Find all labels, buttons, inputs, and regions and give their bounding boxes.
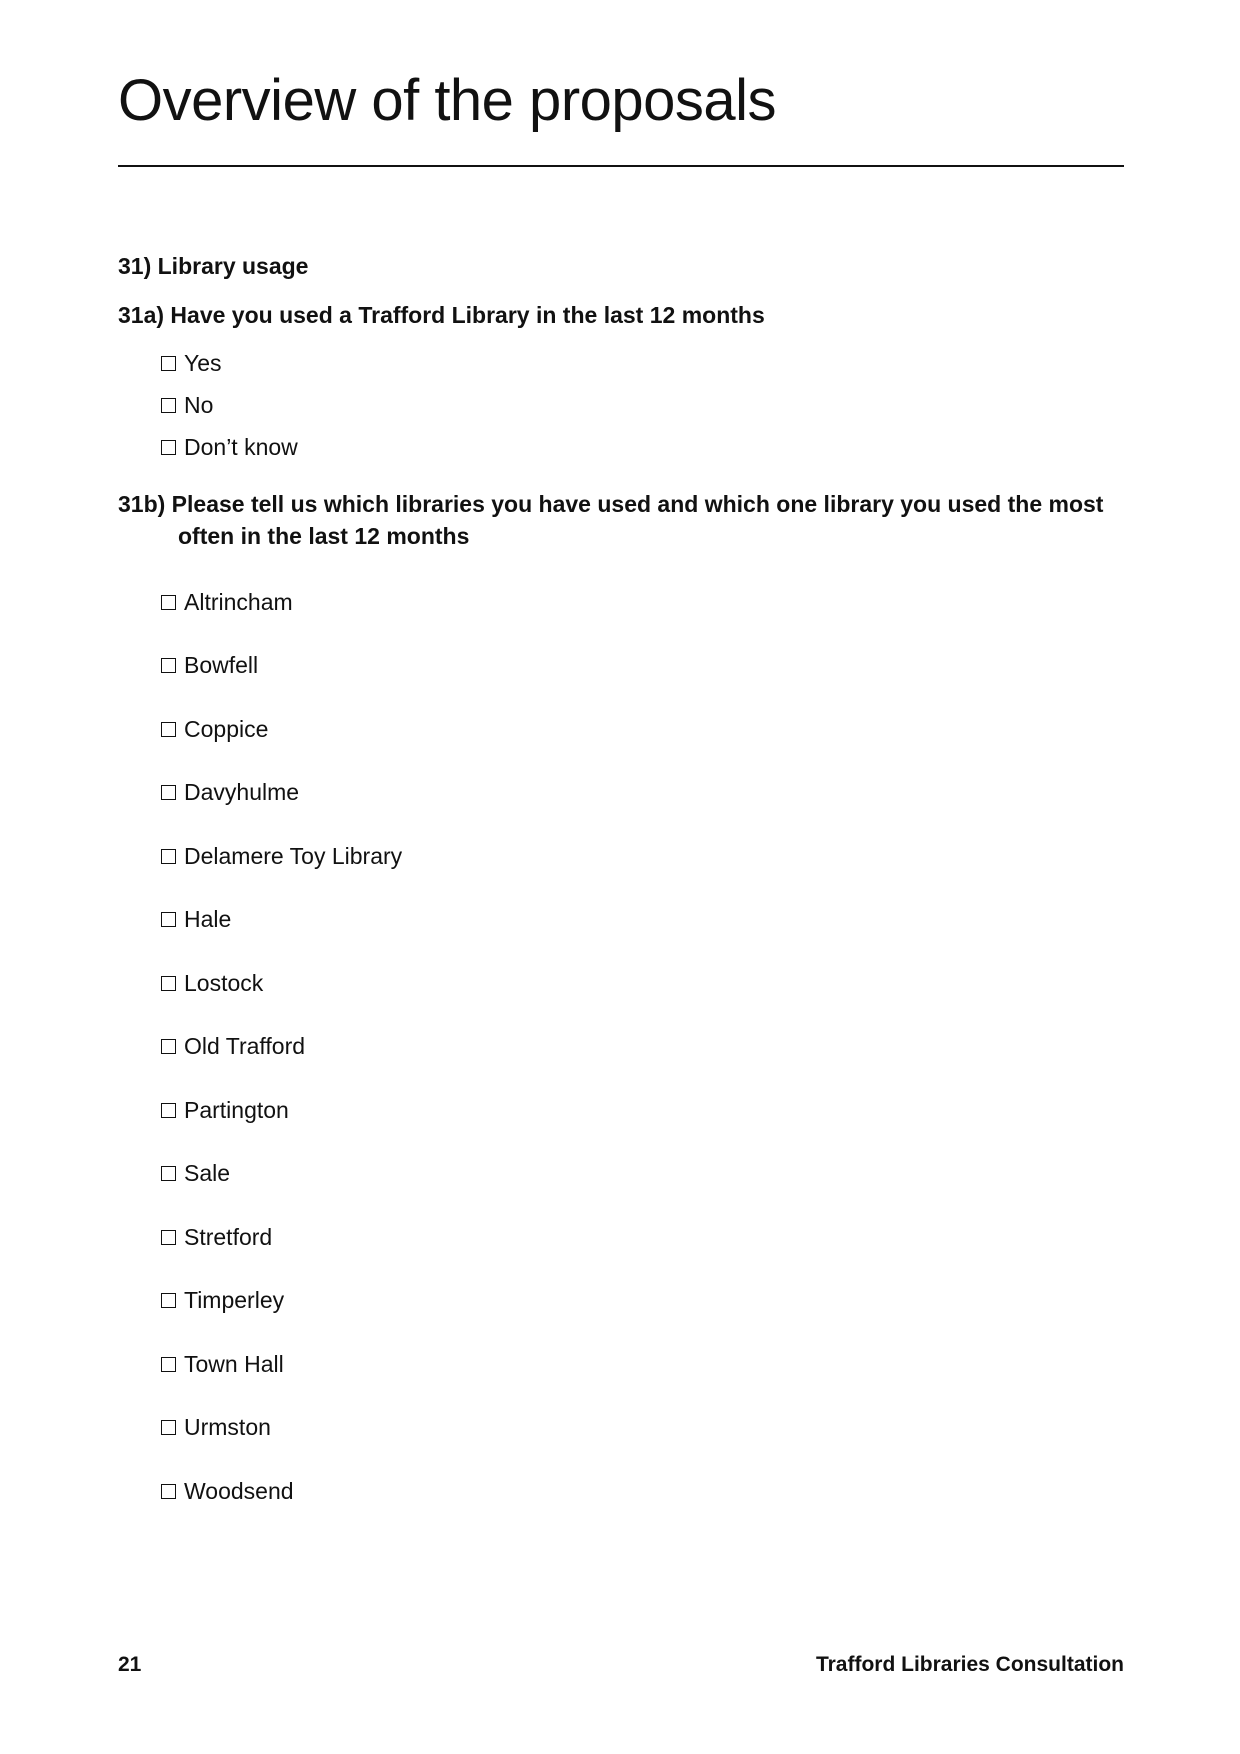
checkbox-icon[interactable] <box>161 1420 176 1435</box>
library-option-hale[interactable] <box>161 905 231 933</box>
option-label: Yes <box>184 350 222 376</box>
question-31b-heading-line1: 31b) Please tell us which libraries you have used and which one library you used the most <box>118 491 1104 517</box>
checkbox-icon[interactable] <box>161 1484 176 1499</box>
library-label: Altrincham <box>184 589 293 615</box>
library-label: Delamere Toy Library <box>184 843 403 869</box>
option-no[interactable] <box>161 391 213 419</box>
checkbox-icon[interactable] <box>161 1357 176 1372</box>
library-option-altrincham[interactable] <box>161 588 293 616</box>
question-31b-heading-line2: often in the last 12 months <box>178 523 470 549</box>
library-label: Timperley <box>184 1287 285 1313</box>
library-option-coppice[interactable] <box>161 715 268 743</box>
library-option-lostock[interactable] <box>161 969 263 997</box>
checkbox-icon[interactable] <box>161 1230 176 1245</box>
checkbox-icon[interactable] <box>161 1039 176 1054</box>
title-divider <box>118 165 1124 167</box>
checkbox-icon[interactable] <box>161 849 176 864</box>
question-31a-heading: 31a) Have you used a Trafford Library in the last 12 months <box>118 302 765 328</box>
library-label: Davyhulme <box>184 779 300 805</box>
library-label: Old Trafford <box>184 1033 306 1059</box>
question-31b-heading <box>118 488 1103 552</box>
library-label: Coppice <box>184 716 269 742</box>
checkbox-icon[interactable] <box>161 356 176 371</box>
library-option-old-trafford[interactable] <box>161 1032 305 1060</box>
library-label: Town Hall <box>184 1351 284 1377</box>
option-dont-know[interactable] <box>161 433 298 461</box>
checkbox-icon[interactable] <box>161 595 176 610</box>
checkbox-icon[interactable] <box>161 912 176 927</box>
option-label: Don’t know <box>184 434 298 460</box>
checkbox-icon[interactable] <box>161 722 176 737</box>
checkbox-icon[interactable] <box>161 1293 176 1308</box>
option-label: No <box>184 392 214 418</box>
library-option-stretford[interactable] <box>161 1223 272 1251</box>
library-option-partington[interactable] <box>161 1096 289 1124</box>
library-option-woodsend[interactable] <box>161 1477 294 1505</box>
checkbox-icon[interactable] <box>161 440 176 455</box>
library-label: Partington <box>184 1097 289 1123</box>
library-label: Hale <box>184 906 232 932</box>
library-label: Stretford <box>184 1224 273 1250</box>
library-label: Lostock <box>184 970 264 996</box>
page-number: 21 <box>118 1653 142 1676</box>
library-option-timperley[interactable] <box>161 1286 284 1314</box>
library-option-davyhulme[interactable] <box>161 778 299 806</box>
library-option-urmston[interactable] <box>161 1413 271 1441</box>
question-31-heading: 31) Library usage <box>118 253 309 279</box>
library-option-town-hall[interactable] <box>161 1350 284 1378</box>
library-label: Sale <box>184 1160 231 1186</box>
library-label: Bowfell <box>184 652 259 678</box>
checkbox-icon[interactable] <box>161 1103 176 1118</box>
library-label: Woodsend <box>184 1478 294 1504</box>
checkbox-icon[interactable] <box>161 1166 176 1181</box>
library-option-bowfell[interactable] <box>161 651 258 679</box>
document-title-footer: Trafford Libraries Consultation <box>815 1653 1124 1676</box>
library-label: Urmston <box>184 1414 271 1440</box>
library-option-sale[interactable] <box>161 1159 230 1187</box>
checkbox-icon[interactable] <box>161 658 176 673</box>
checkbox-icon[interactable] <box>161 976 176 991</box>
option-yes[interactable] <box>161 349 222 377</box>
checkbox-icon[interactable] <box>161 398 176 413</box>
page-title: Overview of the proposals <box>118 68 777 133</box>
library-option-delamere-toy-library[interactable] <box>161 842 402 870</box>
checkbox-icon[interactable] <box>161 785 176 800</box>
